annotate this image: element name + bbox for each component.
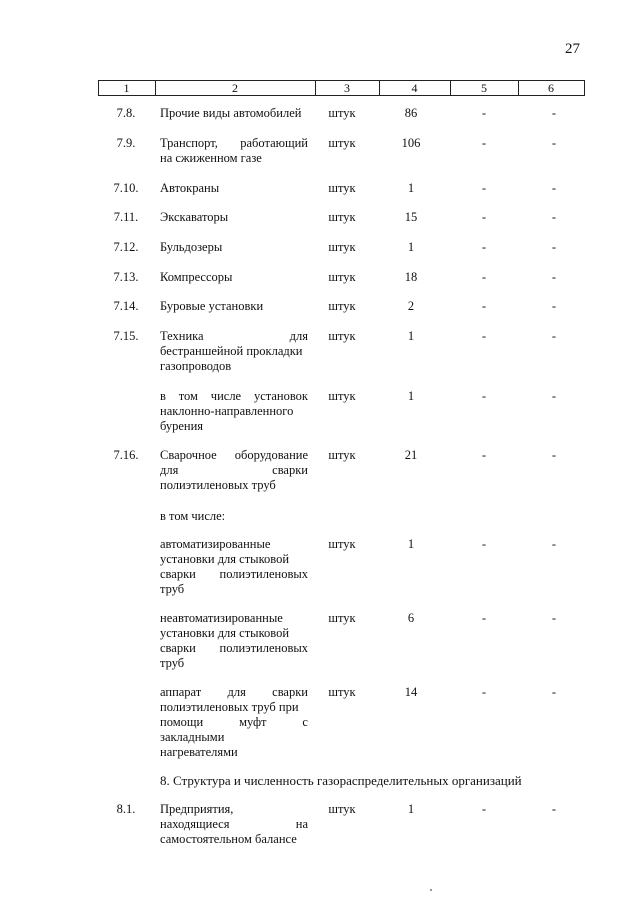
row-name-line: находящиеся на <box>160 817 308 831</box>
row-col6: - <box>551 106 557 120</box>
row-unit: штук <box>328 106 356 120</box>
row-name <box>160 611 308 671</box>
row-col6: - <box>551 685 557 699</box>
row-name-line: в том числе установок <box>160 389 308 403</box>
row-name-line: Бульдозеры <box>160 240 223 254</box>
scan-dot <box>430 889 432 891</box>
row-name-line: Сварочное оборудование <box>160 448 308 462</box>
row-name-line: неавтоматизированные <box>160 611 283 625</box>
row-col5: - <box>481 448 487 462</box>
row-name <box>160 240 308 255</box>
row-name-line: Техника для <box>160 329 308 343</box>
row-number: 7.14. <box>113 299 139 313</box>
row-name <box>160 136 308 166</box>
row-name-line: труб <box>160 656 185 670</box>
row-name-line: сварки полиэтиленовых <box>160 641 308 655</box>
row-name-line: Буровые установки <box>160 299 264 313</box>
row-name-line: труб <box>160 582 185 596</box>
row-number: 7.9. <box>116 136 136 150</box>
row-unit: штук <box>328 537 356 551</box>
row-value: 21 <box>404 448 418 462</box>
row-col6: - <box>551 537 557 551</box>
row-name-line: на сжиженном газе <box>160 151 262 165</box>
row-col5: - <box>481 136 487 150</box>
row-name <box>160 509 308 524</box>
row-col5: - <box>481 329 487 343</box>
row-col6: - <box>551 802 557 816</box>
row-name <box>160 685 308 760</box>
row-name-line: Предприятия, <box>160 802 234 816</box>
row-number: 8.1. <box>116 802 136 816</box>
row-name-line: полиэтиленовых труб при <box>160 700 299 714</box>
row-col5: - <box>481 389 487 403</box>
row-name-line: закладными <box>160 730 225 744</box>
row-col6: - <box>551 448 557 462</box>
row-col5: - <box>481 611 487 625</box>
row-value: 14 <box>404 685 418 699</box>
row-col6: - <box>551 136 557 150</box>
row-number: 7.8. <box>116 106 136 120</box>
row-name <box>160 802 308 847</box>
row-name-line: установки для стыковой <box>160 626 290 640</box>
row-col5: - <box>481 537 487 551</box>
row-col5: - <box>481 299 487 313</box>
row-name-line: бестраншейной прокладки <box>160 344 303 358</box>
row-value: 86 <box>404 106 418 120</box>
row-name <box>160 537 308 597</box>
table-header <box>98 80 585 96</box>
row-name <box>160 299 308 314</box>
row-unit: штук <box>328 210 356 224</box>
row-name <box>160 389 308 434</box>
row-value: 15 <box>404 210 418 224</box>
row-name-line: сварки полиэтиленовых <box>160 567 308 581</box>
row-unit: штук <box>328 685 356 699</box>
row-name <box>160 181 308 196</box>
row-value: 1 <box>407 802 415 816</box>
header-cell-4: 4 <box>411 81 418 95</box>
row-col5: - <box>481 802 487 816</box>
page-number: 27 <box>565 41 580 57</box>
row-name-line: автоматизированные <box>160 537 271 551</box>
row-unit: штук <box>328 181 356 195</box>
row-name-line: наклонно-направленного <box>160 404 294 418</box>
row-unit: штук <box>328 240 356 254</box>
row-name-line: нагревателями <box>160 745 238 759</box>
header-cell-5: 5 <box>481 81 487 95</box>
row-col5: - <box>481 270 487 284</box>
row-name-line: Автокраны <box>160 181 220 195</box>
row-name-line: Компрессоры <box>160 270 233 284</box>
row-col6: - <box>551 181 557 195</box>
row-col5: - <box>481 240 487 254</box>
row-value: 18 <box>404 270 418 284</box>
row-name-line: Транспорт, работающий <box>160 136 308 150</box>
row-number: 7.10. <box>113 181 139 195</box>
row-value: 106 <box>401 136 421 150</box>
row-col5: - <box>481 210 487 224</box>
row-name <box>160 270 308 285</box>
row-name-line: бурения <box>160 419 204 433</box>
row-number: 7.15. <box>113 329 139 343</box>
row-col6: - <box>551 329 557 343</box>
row-unit: штук <box>328 802 356 816</box>
row-name-line: Экскаваторы <box>160 210 229 224</box>
row-name-line: установки для стыковой <box>160 552 290 566</box>
row-value: 1 <box>407 537 415 551</box>
row-col6: - <box>551 389 557 403</box>
row-unit: штук <box>328 389 356 403</box>
row-name-line: полиэтиленовых труб <box>160 478 276 492</box>
section-title: 8. Структура и численность газораспределительных организаций <box>160 773 522 788</box>
row-col5: - <box>481 685 487 699</box>
row-col6: - <box>551 611 557 625</box>
row-name-line: для сварки <box>160 463 308 477</box>
row-col5: - <box>481 181 487 195</box>
row-name <box>160 210 308 225</box>
row-value: 1 <box>407 240 415 254</box>
row-unit: штук <box>328 448 356 462</box>
row-name <box>160 448 308 493</box>
row-col6: - <box>551 240 557 254</box>
row-value: 2 <box>407 299 415 313</box>
row-name-line: Прочие виды автомобилей <box>160 106 302 120</box>
row-name <box>160 106 308 121</box>
row-value: 1 <box>407 329 415 343</box>
row-unit: штук <box>328 329 356 343</box>
header-cell-2: 2 <box>232 81 238 95</box>
row-name-line: в том числе: <box>160 509 226 523</box>
row-number: 7.11. <box>113 210 139 224</box>
row-unit: штук <box>328 299 356 313</box>
row-col5: - <box>481 106 487 120</box>
header-cell-6: 6 <box>548 81 554 95</box>
row-value: 6 <box>407 611 415 625</box>
row-name <box>160 329 308 374</box>
row-col6: - <box>551 210 557 224</box>
row-name-line: помощи муфт с <box>160 715 308 729</box>
row-value: 1 <box>407 181 415 195</box>
row-name-line: газопроводов <box>160 359 232 373</box>
row-col6: - <box>551 299 557 313</box>
row-name-line: аппарат для сварки <box>160 685 308 699</box>
row-number: 7.12. <box>113 240 139 254</box>
row-unit: штук <box>328 136 356 150</box>
row-unit: штук <box>328 611 356 625</box>
row-number: 7.13. <box>113 270 139 284</box>
row-name-line: самостоятельном балансе <box>160 832 297 846</box>
header-cell-3: 3 <box>344 81 350 95</box>
row-number: 7.16. <box>113 448 139 462</box>
row-value: 1 <box>407 389 415 403</box>
row-col6: - <box>551 270 557 284</box>
header-cell-1: 1 <box>123 81 130 95</box>
row-unit: штук <box>328 270 356 284</box>
